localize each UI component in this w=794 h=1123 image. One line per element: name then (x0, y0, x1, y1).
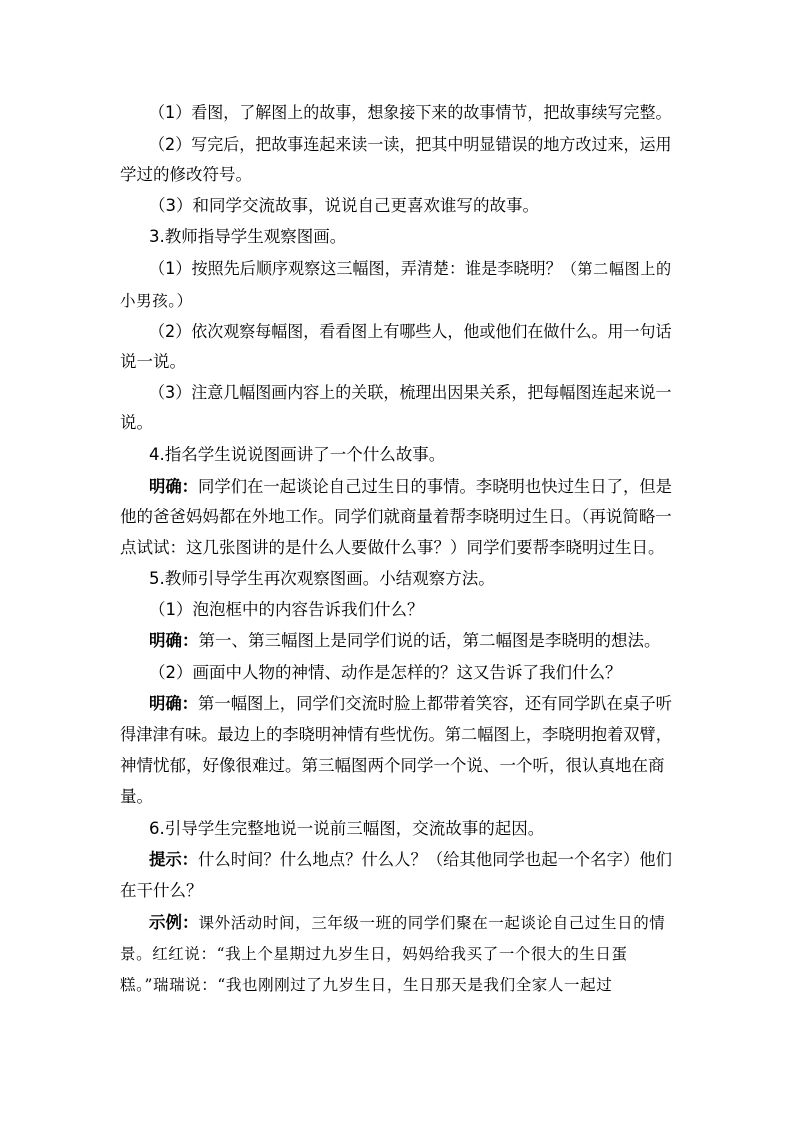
text-line: 点试试：这几张图讲的是什么人要做什么事？）同学们要帮李晓明过生日。 (120, 538, 665, 557)
text-line: 说。 (120, 413, 153, 432)
text-line: （2）依次观察每幅图，看看图上有哪些人，他或他们在做什么。用一句话 (149, 322, 672, 341)
text-line: 神情忧郁，好像很难过。第三幅图两个同学一个说、一个听，很认真地在商 (120, 756, 665, 775)
text-line: 在干什么？ (120, 881, 203, 900)
text-line: 他的爸爸妈妈都在外地工作。同学们就商量着帮李晓明过生日。（再说简略一 (120, 507, 672, 526)
text-line: （3）注意几幅图画内容上的关联，梳理出因果关系，把每幅图连起来说一 (149, 383, 672, 402)
example-text: 糕。”瑞瑞说：“我也刚刚过了九岁生日，生日那天是我们全家人一起过 (120, 976, 613, 994)
label-clarify: 明确： (149, 694, 199, 713)
text-line (149, 693, 672, 715)
text-line: （2）画面中人物的神情、动作是怎样的？这又告诉了我们什么？ (149, 663, 622, 682)
text-segment: 什么时间？什么地点？什么人？（给其他同学也起一个名字）他们 (198, 850, 672, 869)
section-heading: 6.引导学生完整地说一说前三幅图，交流故事的起因。 (149, 819, 545, 838)
text-line: 量。 (120, 787, 153, 806)
answer-note: （第二幅图上的 (561, 260, 672, 278)
text-line (149, 258, 672, 280)
example-text: 课外活动时间，三年级一班的同学们聚在一起谈论自己过生日的情 (198, 914, 666, 932)
text-line: （3）和同学交流故事，说说自己更喜欢谁写的故事。 (149, 196, 539, 215)
text-line (149, 630, 661, 652)
text-segment: 同学们在一起谈论自己过生日的事情。李晓明也快过生日了，但是 (198, 477, 672, 496)
label-clarify: 明确： (149, 477, 199, 496)
text-segment: （1）按照先后顺序观察这三幅图，弄清楚：谁是李晓明？ (149, 259, 562, 278)
example-text: 景。红红说：“我上个星期过九岁生日，妈妈给我买了一个很大的生日蛋 (120, 945, 628, 963)
label-example: 示例： (149, 913, 199, 932)
text-line (149, 476, 672, 498)
text-line (149, 912, 665, 934)
answer-note: 小男孩。） (120, 292, 193, 310)
text-line: （1）看图，了解图上的故事，想象接下来的故事情节，把故事续写完整。 (149, 103, 672, 122)
text-line (149, 849, 672, 871)
text-line: 学过的修改符号。 (120, 165, 252, 184)
label-clarify: 明确： (149, 631, 199, 650)
section-heading: 4.指名学生说说图画讲了一个什么故事。 (149, 445, 446, 464)
section-heading: 3.教师指导学生观察图画。 (149, 227, 347, 246)
text-segment: 第一幅图上，同学们交流时脸上都带着笑容，还有同学趴在桌子听 (198, 694, 672, 713)
text-line: 得津津有味。最边上的李晓明神情有些忧伤。第二幅图上，李晓明抱着双臂， (120, 725, 673, 744)
text-segment: 第一、第三幅图上是同学们说的话，第二幅图是李晓明的想法。 (198, 631, 661, 650)
section-heading: 5.教师引导学生再次观察图画。小结观察方法。 (149, 569, 495, 588)
text-line: （1）泡泡框中的内容告诉我们什么？ (149, 600, 424, 619)
text-line: （2）写完后，把故事连起来读一读，把其中明显错误的地方改过来，运用 (149, 135, 672, 154)
text-line: 说一说。 (120, 352, 186, 371)
label-hint: 提示： (149, 850, 199, 869)
